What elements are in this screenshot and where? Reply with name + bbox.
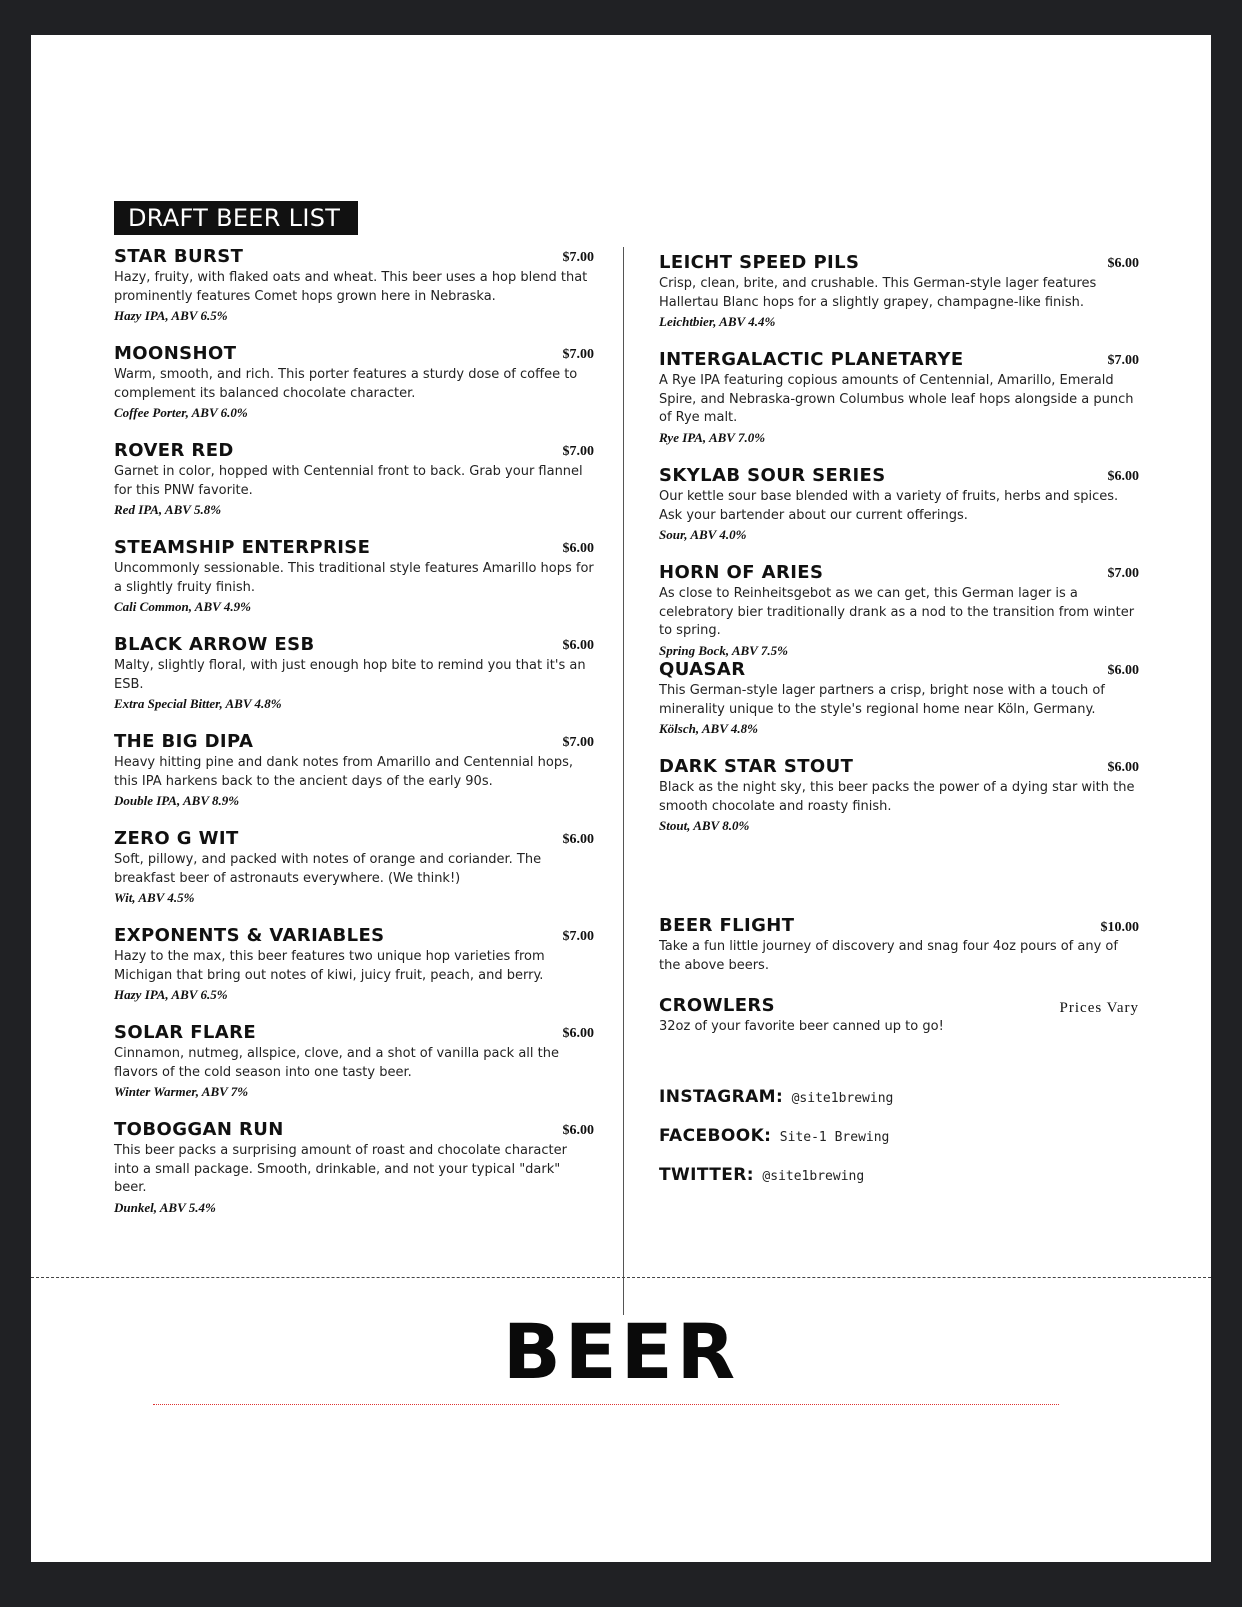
beer-price: $6.00 [1107,469,1139,484]
beer-description: Warm, smooth, and rich. This porter features a sturdy dose of coffee to complement its balanced chocolate character. [114,367,578,401]
beer-item [659,756,1139,853]
beer-name: STEAMSHIP ENTERPRISE [114,537,371,558]
beer-style: Stout, ABV 8.0% [659,818,750,833]
beer-name: EXPONENTS & VARIABLES [114,925,385,946]
beer-item [114,731,594,828]
beer-price: $7.00 [1107,566,1139,581]
beer-description: A Rye IPA featuring copious amounts of Centennial, Amarillo, Emerald Spire, and Nebraska-grown Columbus whole leaf hops alongside a punch of Rye malt. [659,373,1134,425]
column-divider [623,247,624,1315]
social-instagram [659,1087,1139,1126]
beer-item [114,925,594,1022]
beer-item [659,562,1139,659]
beer-item [114,634,594,731]
social-section [659,1087,1139,1204]
footer-title: BEER [502,1307,740,1396]
beer-name: THE BIG DIPA [114,731,254,752]
beer-item [114,828,594,925]
beer-style: Cali Common, ABV 4.9% [114,599,251,614]
beer-description: Soft, pillowy, and packed with notes of orange and coriander. The breakfast beer of astronauts everywhere. (We think!) [114,852,542,886]
beer-style: Double IPA, ABV 8.9% [114,793,240,808]
beer-description: Garnet in color, hopped with Centennial front to back. Grab your flannel for this PNW favorite. [114,464,583,498]
left-beer-column [114,246,594,1216]
beer-description: Uncommonly sessionable. This traditional style features Amarillo hops for a slightly fruity finish. [114,561,594,595]
beer-description: Our kettle sour base blended with a variety of fruits, herbs and spices. Ask your bartender about our current offerings. [659,489,1119,523]
beer-price: $6.00 [562,1026,594,1041]
menu-page [31,35,1211,1562]
beer-name: TOBOGGAN RUN [114,1119,284,1140]
extra-item-beer-flight [659,915,1139,975]
beer-style: Hazy IPA, ABV 6.5% [114,987,228,1002]
beer-description: Hazy, fruity, with flaked oats and wheat. This beer uses a hop blend that prominently features Comet hops grown here in Nebraska. [114,270,588,304]
beer-price: $6.00 [562,638,594,653]
cut-line [31,1277,1211,1278]
beer-item [114,343,594,440]
beer-name: INTERGALACTIC PLANETARYE [659,349,964,370]
beer-description: Cinnamon, nutmeg, allspice, clove, and a shot of vanilla pack all the flavors of the cold season into one tasty beer. [114,1046,559,1080]
page-title: DRAFT BEER LIST [114,201,358,235]
beer-style: Red IPA, ABV 5.8% [114,502,222,517]
beer-name: QUASAR [659,659,746,680]
beer-price: $7.00 [562,929,594,944]
footer-rule [153,1404,1059,1405]
extras-section [659,915,1139,1057]
beer-name: STAR BURST [114,246,244,267]
beer-item [659,659,1139,756]
beer-price: $6.00 [1107,256,1139,271]
social-twitter [659,1165,1139,1204]
social-label: TWITTER: [659,1165,754,1185]
beer-description: This German-style lager partners a crisp, bright nose with a touch of minerality unique to the style's regional home near Köln, Germany. [659,683,1105,717]
beer-price: $6.00 [562,1123,594,1138]
beer-name: LEICHT SPEED PILS [659,252,860,273]
beer-item [659,252,1139,349]
social-handle: @site1brewing [762,1169,865,1184]
beer-name: SOLAR FLARE [114,1022,257,1043]
beer-description: Heavy hitting pine and dank notes from Amarillo and Centennial hops, this IPA harkens back to the ancient days of the early 90s. [114,755,573,789]
beer-style: Wit, ABV 4.5% [114,890,195,905]
beer-description: Crisp, clean, brite, and crushable. This German-style lager features Hallertau Blanc hops for a slightly grapey, champagne-like finish. [659,276,1097,310]
beer-price: $7.00 [562,347,594,362]
social-facebook [659,1126,1139,1165]
social-handle: Site-1 Brewing [779,1130,890,1145]
beer-name: HORN OF ARIES [659,562,824,583]
beer-item [659,465,1139,562]
beer-price: $6.00 [1107,760,1139,775]
beer-name: ZERO G WIT [114,828,239,849]
social-label: FACEBOOK: [659,1126,772,1146]
beer-description: Hazy to the max, this beer features two unique hop varieties from Michigan that bring out notes of kiwi, juicy fruit, peach, and berry. [114,949,545,983]
beer-item [114,537,594,634]
beer-style: Extra Special Bitter, ABV 4.8% [114,696,282,711]
social-label: INSTAGRAM: [659,1087,784,1107]
beer-price: $7.00 [562,444,594,459]
beer-style: Dunkel, ABV 5.4% [114,1199,216,1215]
beer-style: Sour, ABV 4.0% [659,527,747,542]
extra-price: $10.00 [1100,920,1139,935]
beer-name: MOONSHOT [114,343,237,364]
beer-style: Kölsch, ABV 4.8% [659,721,758,736]
beer-description: As close to Reinheitsgebot as we can get, this German lager is a celebratory bier traditionally drank as a nod to the transition from winter to spring. [659,586,1135,638]
extra-price: Prices Vary [1059,1000,1139,1016]
beer-style: Hazy IPA, ABV 6.5% [114,308,228,323]
beer-name: ROVER RED [114,440,234,461]
right-beer-column [659,252,1139,853]
beer-description: Black as the night sky, this beer packs the power of a dying star with the smooth chocolate and roasty finish. [659,780,1135,814]
beer-price: $7.00 [562,735,594,750]
social-handle: @site1brewing [791,1091,894,1106]
beer-style: Rye IPA, ABV 7.0% [659,429,766,445]
beer-style: Winter Warmer, ABV 7% [114,1084,249,1099]
beer-price: $7.00 [1107,353,1139,368]
beer-name: SKYLAB SOUR SERIES [659,465,886,486]
extra-name: BEER FLIGHT [659,915,795,936]
beer-style: Coffee Porter, ABV 6.0% [114,405,248,420]
extra-description: Take a fun little journey of discovery and snag four 4oz pours of any of the above beers. [659,939,1118,973]
extra-description: 32oz of your favorite beer canned up to go! [659,1019,944,1034]
beer-price: $6.00 [1107,663,1139,678]
beer-description: Malty, slightly floral, with just enough hop bite to remind you that it's an ESB. [114,658,586,692]
extra-item-crowlers [659,995,1139,1037]
beer-item [114,1022,594,1119]
beer-price: $6.00 [562,541,594,556]
beer-description: This beer packs a surprising amount of roast and chocolate character into a small package. Smooth, drinkable, and not your typical "dark" beer. [114,1143,567,1195]
beer-item [114,440,594,537]
beer-style: Spring Bock, ABV 7.5% [659,642,788,658]
beer-item [114,1119,594,1216]
beer-price: $6.00 [562,832,594,847]
beer-name: BLACK ARROW ESB [114,634,315,655]
beer-price: $7.00 [562,250,594,265]
beer-item [114,246,594,343]
extra-name: CROWLERS [659,995,776,1016]
beer-style: Leichtbier, ABV 4.4% [659,314,776,329]
beer-name: DARK STAR STOUT [659,756,854,777]
beer-item [659,349,1139,465]
